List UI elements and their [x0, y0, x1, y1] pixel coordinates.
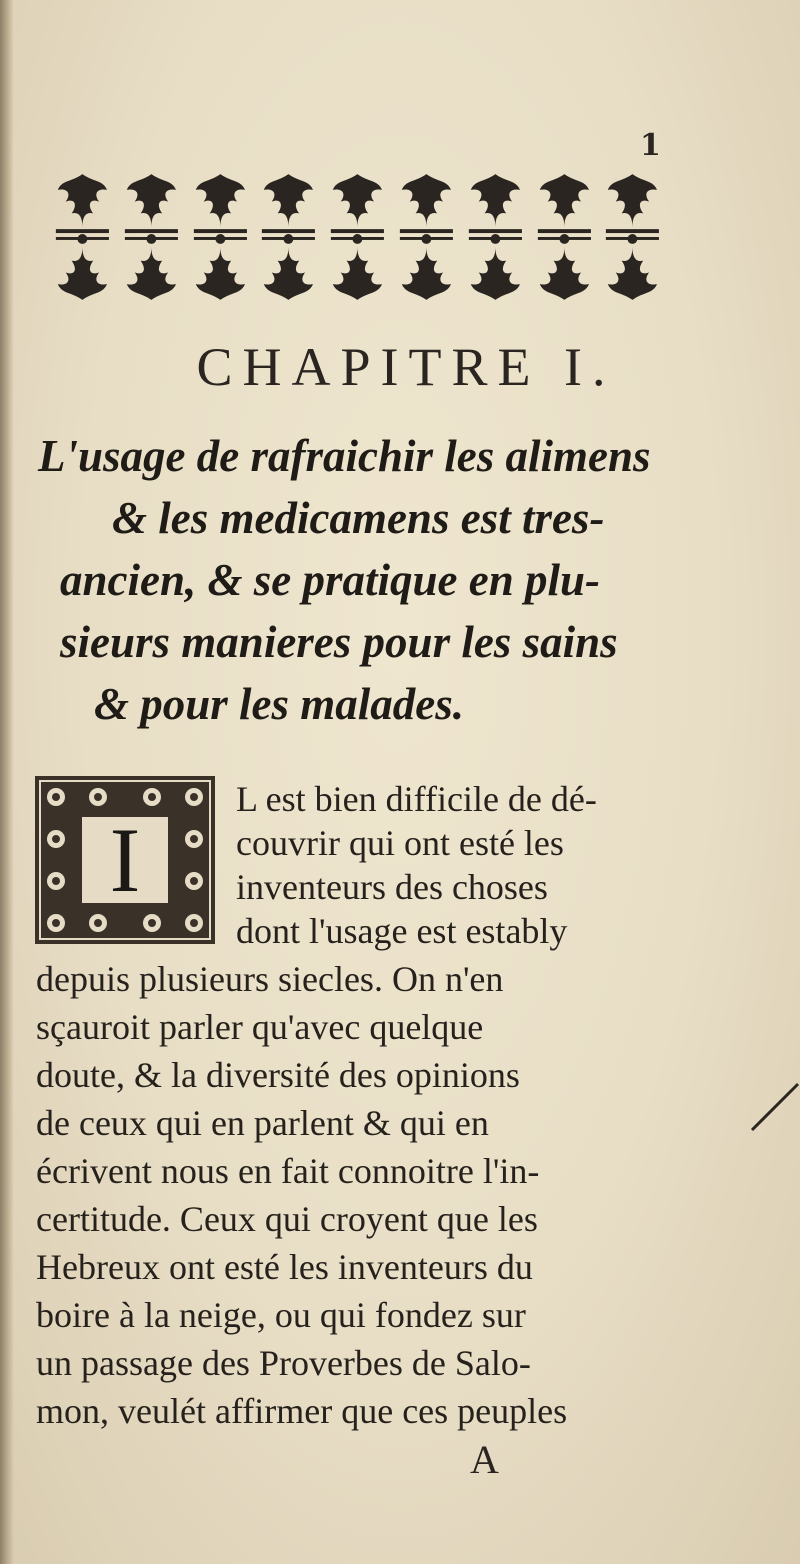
summary-line: sieurs manieres pour les sains [60, 617, 618, 667]
summary-line: & pour les malades. [94, 679, 465, 729]
body-line: inventeurs des choses [236, 867, 548, 907]
summary-line: L'usage de rafraichir les alimens [38, 431, 651, 481]
body-line: un passage des Proverbes de Salo- [36, 1343, 531, 1383]
fleuron-ornament-icon [598, 168, 667, 306]
body-line: sçauroit parler qu'avec quelque [36, 1007, 484, 1047]
fleuron-ornament-icon [392, 168, 461, 306]
body-line: doute, & la diversité des opinions [36, 1055, 520, 1095]
body-line: mon, veulét affirmer que ces peuples [36, 1391, 568, 1431]
catchword-signature: A [470, 1437, 499, 1482]
fleuron-ornament-icon [530, 168, 599, 306]
body-line: boire à la neige, ou qui fondez sur [36, 1295, 526, 1335]
page-spine-shadow [0, 0, 14, 1564]
fleuron-ornament-icon [117, 168, 186, 306]
body-line: de ceux qui en parlent & qui en [36, 1103, 489, 1143]
pen-stroke-mark-icon [748, 1080, 800, 1140]
body-line: Hebreux ont esté les inventeurs du [36, 1247, 533, 1287]
body-line: L est bien difficile de dé- [236, 779, 597, 819]
body-line: certitude. Ceux qui croyent que les [36, 1199, 538, 1239]
body-line: dont l'usage est estably [236, 911, 568, 951]
decorated-initial [34, 775, 216, 945]
fleuron-ornament-icon [186, 168, 255, 306]
fleuron-ornament-icon [323, 168, 392, 306]
drop-cap-letter: I [109, 809, 141, 911]
summary-line: ancien, & se pratique en plu- [60, 555, 601, 605]
body-line: couvrir qui ont esté les [236, 823, 564, 863]
fleuron-ornament-icon [48, 168, 117, 306]
body-line: depuis plusieurs siecles. On n'en [36, 959, 504, 999]
chapter-title: CHAPITRE I. [196, 337, 616, 397]
header-ornament-band [48, 168, 668, 306]
fleuron-ornament-icon [254, 168, 323, 306]
page-number: 1 [640, 128, 661, 163]
body-line: écrivent nous en fait connoitre l'in- [36, 1151, 540, 1191]
fleuron-ornament-icon [461, 168, 530, 306]
summary-line: & les medicamens est tres- [112, 493, 605, 543]
